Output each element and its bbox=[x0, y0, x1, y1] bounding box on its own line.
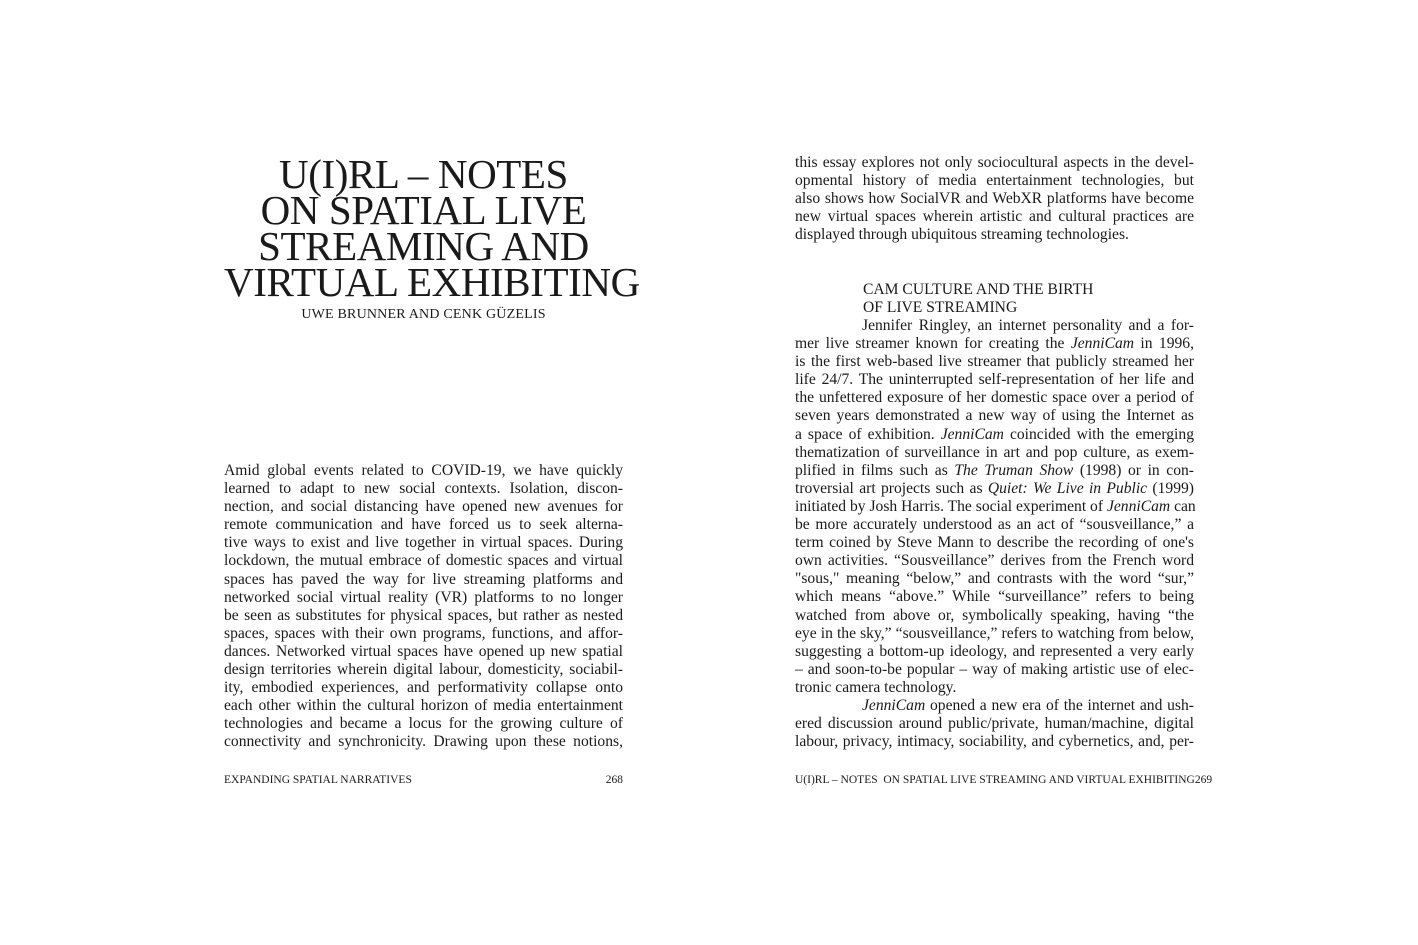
text-line: tronic camera technology. bbox=[795, 678, 957, 696]
text-line: be seen as substitutes for physical spaces, but rather as nested bbox=[224, 606, 623, 624]
section-body bbox=[795, 317, 1194, 751]
section-heading-line: CAM CULTURE AND THE BIRTH bbox=[863, 281, 1094, 298]
text-line: "sous," meaning “below,” and contrasts with the word “sur,” bbox=[795, 570, 1194, 588]
text-line: ity, embodied experiences, and performativity collapse onto bbox=[224, 679, 623, 697]
text-line: also shows how SocialVR and WebXR platforms have become bbox=[795, 190, 1194, 208]
abstract-paragraph bbox=[224, 462, 623, 752]
page-footer bbox=[795, 773, 1213, 787]
section-heading-line: OF LIVE STREAMING bbox=[863, 299, 1018, 317]
running-footer-title: EXPANDING SPATIAL NARRATIVES bbox=[224, 774, 412, 786]
text-line: each other within the cultural horizon of media entertainment bbox=[224, 697, 623, 715]
text-line: is the first web-based live streamer that publicly streamed her bbox=[795, 353, 1194, 371]
chapter-title-line: VIRTUAL EXHIBITING bbox=[224, 259, 640, 305]
text-line: Jennifer Ringley, an internet personality and a for- bbox=[862, 317, 1194, 334]
running-footer-title: U(I)RL – NOTES ON SPATIAL LIVE STREAMING AND VIRTUAL EXHIBITING bbox=[795, 774, 1195, 786]
italic-title: JenniCam bbox=[940, 425, 1004, 443]
text-line: lockdown, the mutual embrace of domestic spaces and virtual bbox=[224, 552, 623, 570]
section-heading bbox=[863, 281, 1203, 317]
text-line: dances. Networked virtual spaces have opened up new spatial bbox=[224, 642, 623, 660]
text-run: in 1996, bbox=[1134, 335, 1195, 353]
text-run: a space of exhibition. bbox=[795, 425, 941, 443]
text-line: – and soon-to-be popular – way of making artistic use of elec- bbox=[795, 660, 1194, 678]
text-line: opmental history of media entertainment technologies, but bbox=[795, 172, 1194, 190]
text-line: learned to adapt to new social contexts. Isolation, discon- bbox=[224, 480, 623, 498]
text-line: watched from above or, symbolically speaking, having “the bbox=[795, 606, 1194, 624]
text-line: be more accurately understood as an act of “sousveillance,” a bbox=[795, 516, 1194, 534]
italic-title: The Truman Show bbox=[954, 461, 1074, 479]
text-line: term coined by Steve Mann to describe the recording of one's bbox=[795, 534, 1194, 552]
text-line bbox=[795, 462, 1194, 480]
text-line: ered discussion around public/private, human/machine, digital bbox=[795, 715, 1194, 733]
chapter-title-line: STREAMING AND bbox=[258, 223, 589, 269]
text-run: troversial art projects such as bbox=[795, 479, 988, 497]
italic-title: JenniCam bbox=[1106, 497, 1171, 515]
text-line: labour, privacy, intimacy, sociability, and cybernetics, and, per- bbox=[795, 733, 1194, 751]
text-line: eye in the sky,” “sousveillance,” refers to watching from below, bbox=[795, 624, 1194, 642]
text-run: (1998) or in con- bbox=[1073, 461, 1194, 479]
text-line: seven years demonstrated a new way of using the Internet as bbox=[795, 407, 1194, 425]
text-run: (1999) bbox=[1147, 479, 1194, 497]
intro-continuation-paragraph bbox=[795, 154, 1194, 244]
text-line bbox=[795, 480, 1194, 498]
text-line bbox=[795, 426, 1194, 444]
text-line: networked social virtual reality (VR) platforms to no longer bbox=[224, 588, 623, 606]
text-line: remote communication and have forced us to seek alterna- bbox=[224, 516, 623, 534]
italic-title: JenniCam bbox=[862, 696, 926, 714]
page-footer bbox=[224, 773, 623, 787]
right-page bbox=[709, 0, 1418, 945]
text-line bbox=[795, 697, 1194, 715]
page-number: 268 bbox=[605, 774, 623, 786]
text-run: can bbox=[1170, 497, 1196, 515]
text-line: tive ways to exist and live together in virtual spaces. During bbox=[224, 534, 623, 552]
text-line: thematization of surveillance in art and pop culture, as exem- bbox=[795, 443, 1194, 461]
italic-title: JenniCam bbox=[1070, 335, 1135, 353]
text-line: life 24/7. The uninterrupted self-representation of her life and bbox=[795, 371, 1194, 389]
text-line: Amid global events related to COVID-19, we have quickly bbox=[224, 462, 623, 479]
text-run: coincided with the emerging bbox=[1003, 425, 1194, 443]
text-line: technologies and became a locus for the growing culture of bbox=[224, 715, 623, 733]
page-number: 269 bbox=[1194, 774, 1213, 786]
text-line bbox=[795, 498, 1194, 516]
text-line: spaces has paved the way for live streaming platforms and bbox=[224, 570, 623, 588]
chapter-authors: UWE BRUNNER AND CENK GÜZELIS bbox=[301, 307, 546, 322]
italic-title: Quiet: We Live in Public bbox=[987, 479, 1148, 497]
text-line: design territories wherein digital labour, domesticity, sociabil- bbox=[224, 661, 623, 679]
text-line: the unfettered exposure of her domestic space over a period of bbox=[795, 389, 1194, 407]
text-line: own activities. “Sousveillance” derives from the French word bbox=[795, 552, 1194, 570]
text-run: mer live streamer known for creating the bbox=[795, 335, 1071, 353]
text-line bbox=[795, 335, 1194, 353]
text-line: displayed through ubiquitous streaming technologies. bbox=[795, 226, 1129, 244]
text-line: spaces, spaces with their own programs, functions, and affor- bbox=[224, 624, 623, 642]
text-line: new virtual spaces wherein artistic and cultural practices are bbox=[795, 208, 1194, 226]
text-run: plified in films such as bbox=[795, 461, 955, 479]
text-line: suggesting a bottom-up ideology, and represented a very early bbox=[795, 642, 1194, 660]
chapter-title-line: ON SPATIAL LIVE bbox=[260, 187, 587, 233]
text-line: which means “above.” While “surveillance” refers to being bbox=[795, 588, 1194, 606]
text-line: connectivity and synchronicity. Drawing upon these notions, bbox=[224, 733, 623, 751]
chapter-title-block bbox=[224, 151, 640, 324]
text-line: this essay explores not only sociocultural aspects in the devel- bbox=[795, 154, 1194, 171]
text-run: initiated by Josh Harris. The social experiment of bbox=[795, 497, 1107, 515]
text-run: opened a new era of the internet and ush- bbox=[925, 696, 1194, 714]
text-line: nection, and social distancing have opened new avenues for bbox=[224, 498, 623, 516]
chapter-title-line: U(I)RL – NOTES bbox=[279, 151, 568, 197]
